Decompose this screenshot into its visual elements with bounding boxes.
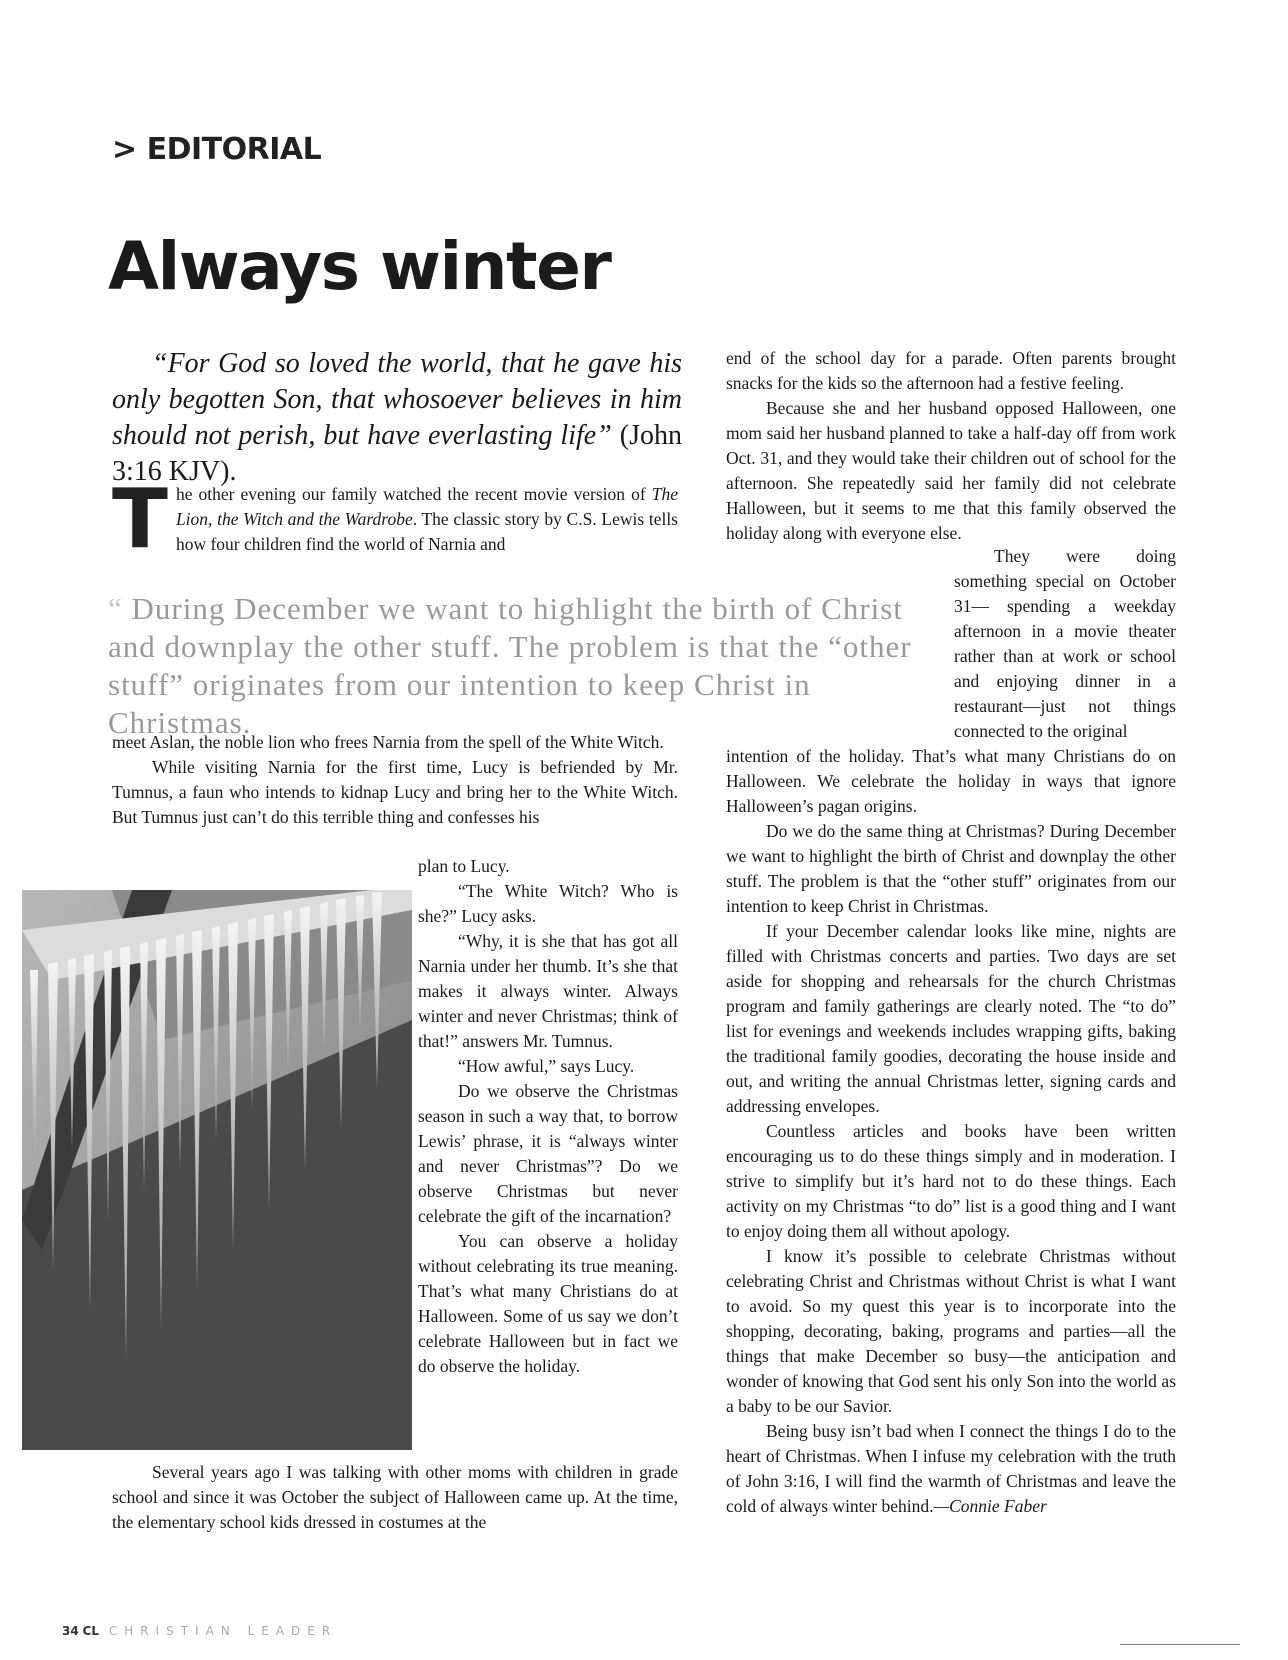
article-column-2 xyxy=(726,346,1176,546)
paragraph: Do we do the same thing at Christmas? During December we want to highlight the birth of Christ and downplay the other stuff. The problem is that the “other stuff” originates from our intention to keep Christ in Christmas. xyxy=(726,821,1176,916)
paragraph: “How awful,” says Lucy. xyxy=(458,1056,635,1076)
paragraph: Because she and her husband opposed Halloween, one mom said her husband planned to take a half-day off from work Oct. 31, and they would take their children out of school for the afternoon. She repeatedly said her family did not celebrate Halloween, but it seems to me that this family observed the holiday along with everyone else. xyxy=(726,398,1176,543)
paragraph: They were doing something special on October 31— spending a weekday afternoon in a movie theater rather than at work or school and enjoying dinner in a restaurant—just not things connected to the original xyxy=(954,546,1176,741)
paragraph: You can observe a holiday without celebrating its true meaning. That’s what many Christians do at Halloween. Some of us say we don’t celebrate Halloween but in fact we do observe the holiday. xyxy=(418,1231,678,1376)
pull-quote-text: During December we want to highlight the birth of Christ and downplay the other stuff. The problem is that the “other stuff” originates from our intention to keep Christ in Christmas. xyxy=(108,591,912,740)
paragraph: I know it’s possible to celebrate Christmas without celebrating Christ and Christmas without Christ is what I want to avoid. So my quest this year is to incorporate into the shopping, decorating, baking, programs and parties—all the things that make December so busy—the anticipation and wonder of knowing that God sent his only Son into the world as a baby to be our Savior. xyxy=(726,1246,1176,1416)
magazine-logo: CL xyxy=(82,1624,99,1638)
article-intro xyxy=(112,472,678,567)
intro-rest: . The classic story by C.S. Lewis tells how four children find the world of Narnia and xyxy=(175,509,678,554)
drop-cap: T xyxy=(112,472,168,567)
paragraph: plan to Lucy. xyxy=(418,856,510,876)
icicles-photo xyxy=(22,890,412,1450)
article-column-1-narrow xyxy=(418,854,678,1379)
pull-quote-mark: “ xyxy=(108,591,123,626)
magazine-name: CHRISTIAN LEADER xyxy=(108,1624,338,1638)
section-label: > EDITORIAL xyxy=(112,132,322,167)
author-signature: —Connie Faber xyxy=(933,1496,1047,1516)
article-column-1 xyxy=(112,730,678,830)
intro-text: he other evening our family watched the recent movie version of xyxy=(175,484,652,504)
paragraph: If your December calendar looks like mine, nights are filled with Christmas concerts and parties. Two days are set aside for shopping and rehearsals for the church Christmas program and family gatherings are clearly noted. The “to do” list for evenings and weekends includes wrapping gifts, baking the traditional family goodies, decorating the house inside and out, and writing the annual Christmas letter, signing cards and addressing envelopes. xyxy=(726,921,1176,1116)
epigraph xyxy=(112,346,682,490)
intro-book-title: The Lion, the Witch and the Wardrobe xyxy=(175,484,678,529)
paragraph: intention of the holiday. That’s what many Christians do on Halloween. We celebrate the holiday in ways that ignore Halloween’s pagan origins. xyxy=(726,746,1176,816)
paragraph: “The White Witch? Who is she?” Lucy asks. xyxy=(418,881,678,926)
article-column-2-narrow xyxy=(954,544,1176,744)
paragraph: Do we observe the Christmas season in such a way that, to borrow Lewis’ phrase, it is “always winter and never Christmas”? Do we observe Christmas but never celebrate the gift of the incarnation? xyxy=(418,1081,678,1226)
paragraph: “Why, it is she that has got all Narnia under her thumb. It’s she that makes it always winter. Always winter and never Christmas; think of that!” answers Mr. Tumnus. xyxy=(418,931,678,1051)
pull-quote xyxy=(108,590,938,742)
closing-text: Being busy isn’t bad when I connect the things I do to the heart of Christmas. When I infuse my celebration with the truth of John 3:16, I will find the warmth of Christmas and leave the cold of always winter behind. xyxy=(726,1421,1176,1516)
footer-rule xyxy=(1120,1644,1240,1645)
paragraph xyxy=(726,1419,1176,1519)
epigraph-text: “For God so loved the world, that he gave his only begotten Son, that whosoever believes in him should not perish, but have everlasting life” xyxy=(112,348,682,451)
page-footer xyxy=(62,1624,337,1638)
epigraph-reference: (John 3:16 KJV). xyxy=(112,420,683,487)
paragraph: meet Aslan, the noble lion who frees Narnia from the spell of the White Witch. xyxy=(112,732,664,752)
article-column-2-rest xyxy=(726,744,1176,1519)
page-number: 34 xyxy=(62,1624,79,1638)
paragraph: While visiting Narnia for the first time, Lucy is befriended by Mr. Tumnus, a faun who intends to kidnap Lucy and bring her to the White Witch. But Tumnus just can’t do this terrible thing and confesses his xyxy=(112,757,678,827)
paragraph: end of the school day for a parade. Often parents brought snacks for the kids so the afternoon had a festive feeling. xyxy=(726,348,1176,393)
paragraph: Several years ago I was talking with other moms with children in grade school and since it was October the subject of Halloween came up. At the time, the elementary school kids dressed in costumes at the xyxy=(112,1462,678,1532)
paragraph: Countless articles and books have been written encouraging us to do these things simply and in moderation. I strive to simplify but it’s hard not to do these things. Each activity on my Christmas “to do” list is a good thing and I want to enjoy doing them all without apology. xyxy=(726,1121,1176,1241)
article-title: Always winter xyxy=(108,228,611,305)
article-column-1-bottom xyxy=(112,1460,678,1535)
